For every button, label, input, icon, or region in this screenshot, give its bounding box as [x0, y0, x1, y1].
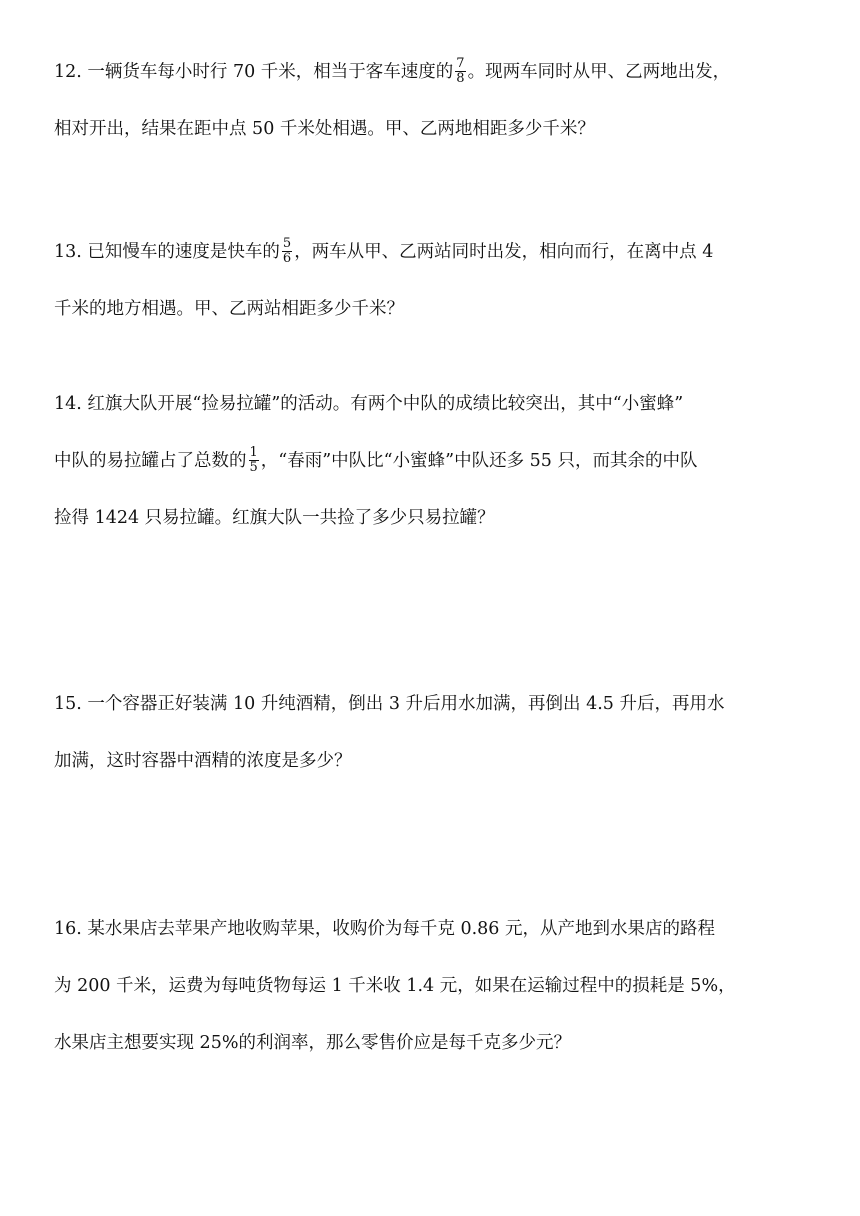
fraction-denominator: 6: [282, 251, 292, 266]
fraction: [249, 446, 259, 475]
question-text: 13. 已知慢车的速度是快车的: [54, 242, 280, 262]
question-line: [54, 224, 816, 281]
question-line: 相对开出，结果在距中点 50 千米处相遇。甲、乙两地相距多少千米？: [54, 119, 595, 139]
question-line: 14. 红旗大队开展“捡易拉罐”的活动。有两个中队的成绩比较突出，其中“小蜜蜂”: [54, 394, 684, 414]
fraction: [455, 57, 465, 86]
question-text: 12. 一辆货车每小时行 70 千米，相当于客车速度的: [54, 62, 454, 82]
question-line: 16. 某水果店去苹果产地收购苹果，收购价为每千克 0.86 元，从产地到水果店的路程: [54, 919, 715, 939]
question-12: [54, 44, 816, 158]
question-line: 加满，这时容器中酒精的浓度是多少？: [54, 751, 352, 771]
question-13: [54, 224, 816, 338]
question-text: ，两车从甲、乙两站同时出发，相向而行，在离中点 4: [294, 242, 714, 262]
fraction-numerator: 5: [282, 236, 292, 251]
question-text: 。现两车同时从甲、乙两地出发，: [467, 62, 731, 82]
question-line: [54, 433, 816, 490]
question-16: [54, 901, 816, 1072]
question-line: 水果店主想要实现 25%的利润率，那么零售价应是每千克多少元？: [54, 1033, 571, 1053]
fraction-numerator: 1: [249, 445, 258, 460]
fraction-numerator: 7: [456, 56, 465, 71]
question-line: 千米的地方相遇。甲、乙两站相距多少千米？: [54, 299, 404, 319]
question-line: 捡得 1424 只易拉罐。红旗大队一共捡了多少只易拉罐？: [54, 508, 495, 528]
question-14: [54, 376, 816, 547]
question-line: 为 200 千米，运费为每吨货物每运 1 千米收 1.4 元，如果在运输过程中的损耗是 5%，: [54, 976, 736, 996]
fraction-denominator: 5: [249, 460, 258, 475]
question-text: ，“春雨”中队比“小蜜蜂”中队还多 55 只，而其余的中队: [260, 451, 698, 471]
question-line: [54, 44, 816, 101]
fraction: [282, 237, 292, 266]
question-text: 中队的易拉罐占了总数的: [54, 451, 247, 471]
fraction-denominator: 8: [456, 71, 465, 86]
question-15: [54, 676, 816, 790]
question-line: 15. 一个容器正好装满 10 升纯酒精，倒出 3 升后用水加满，再倒出 4.5 升后，再用水: [54, 694, 725, 714]
